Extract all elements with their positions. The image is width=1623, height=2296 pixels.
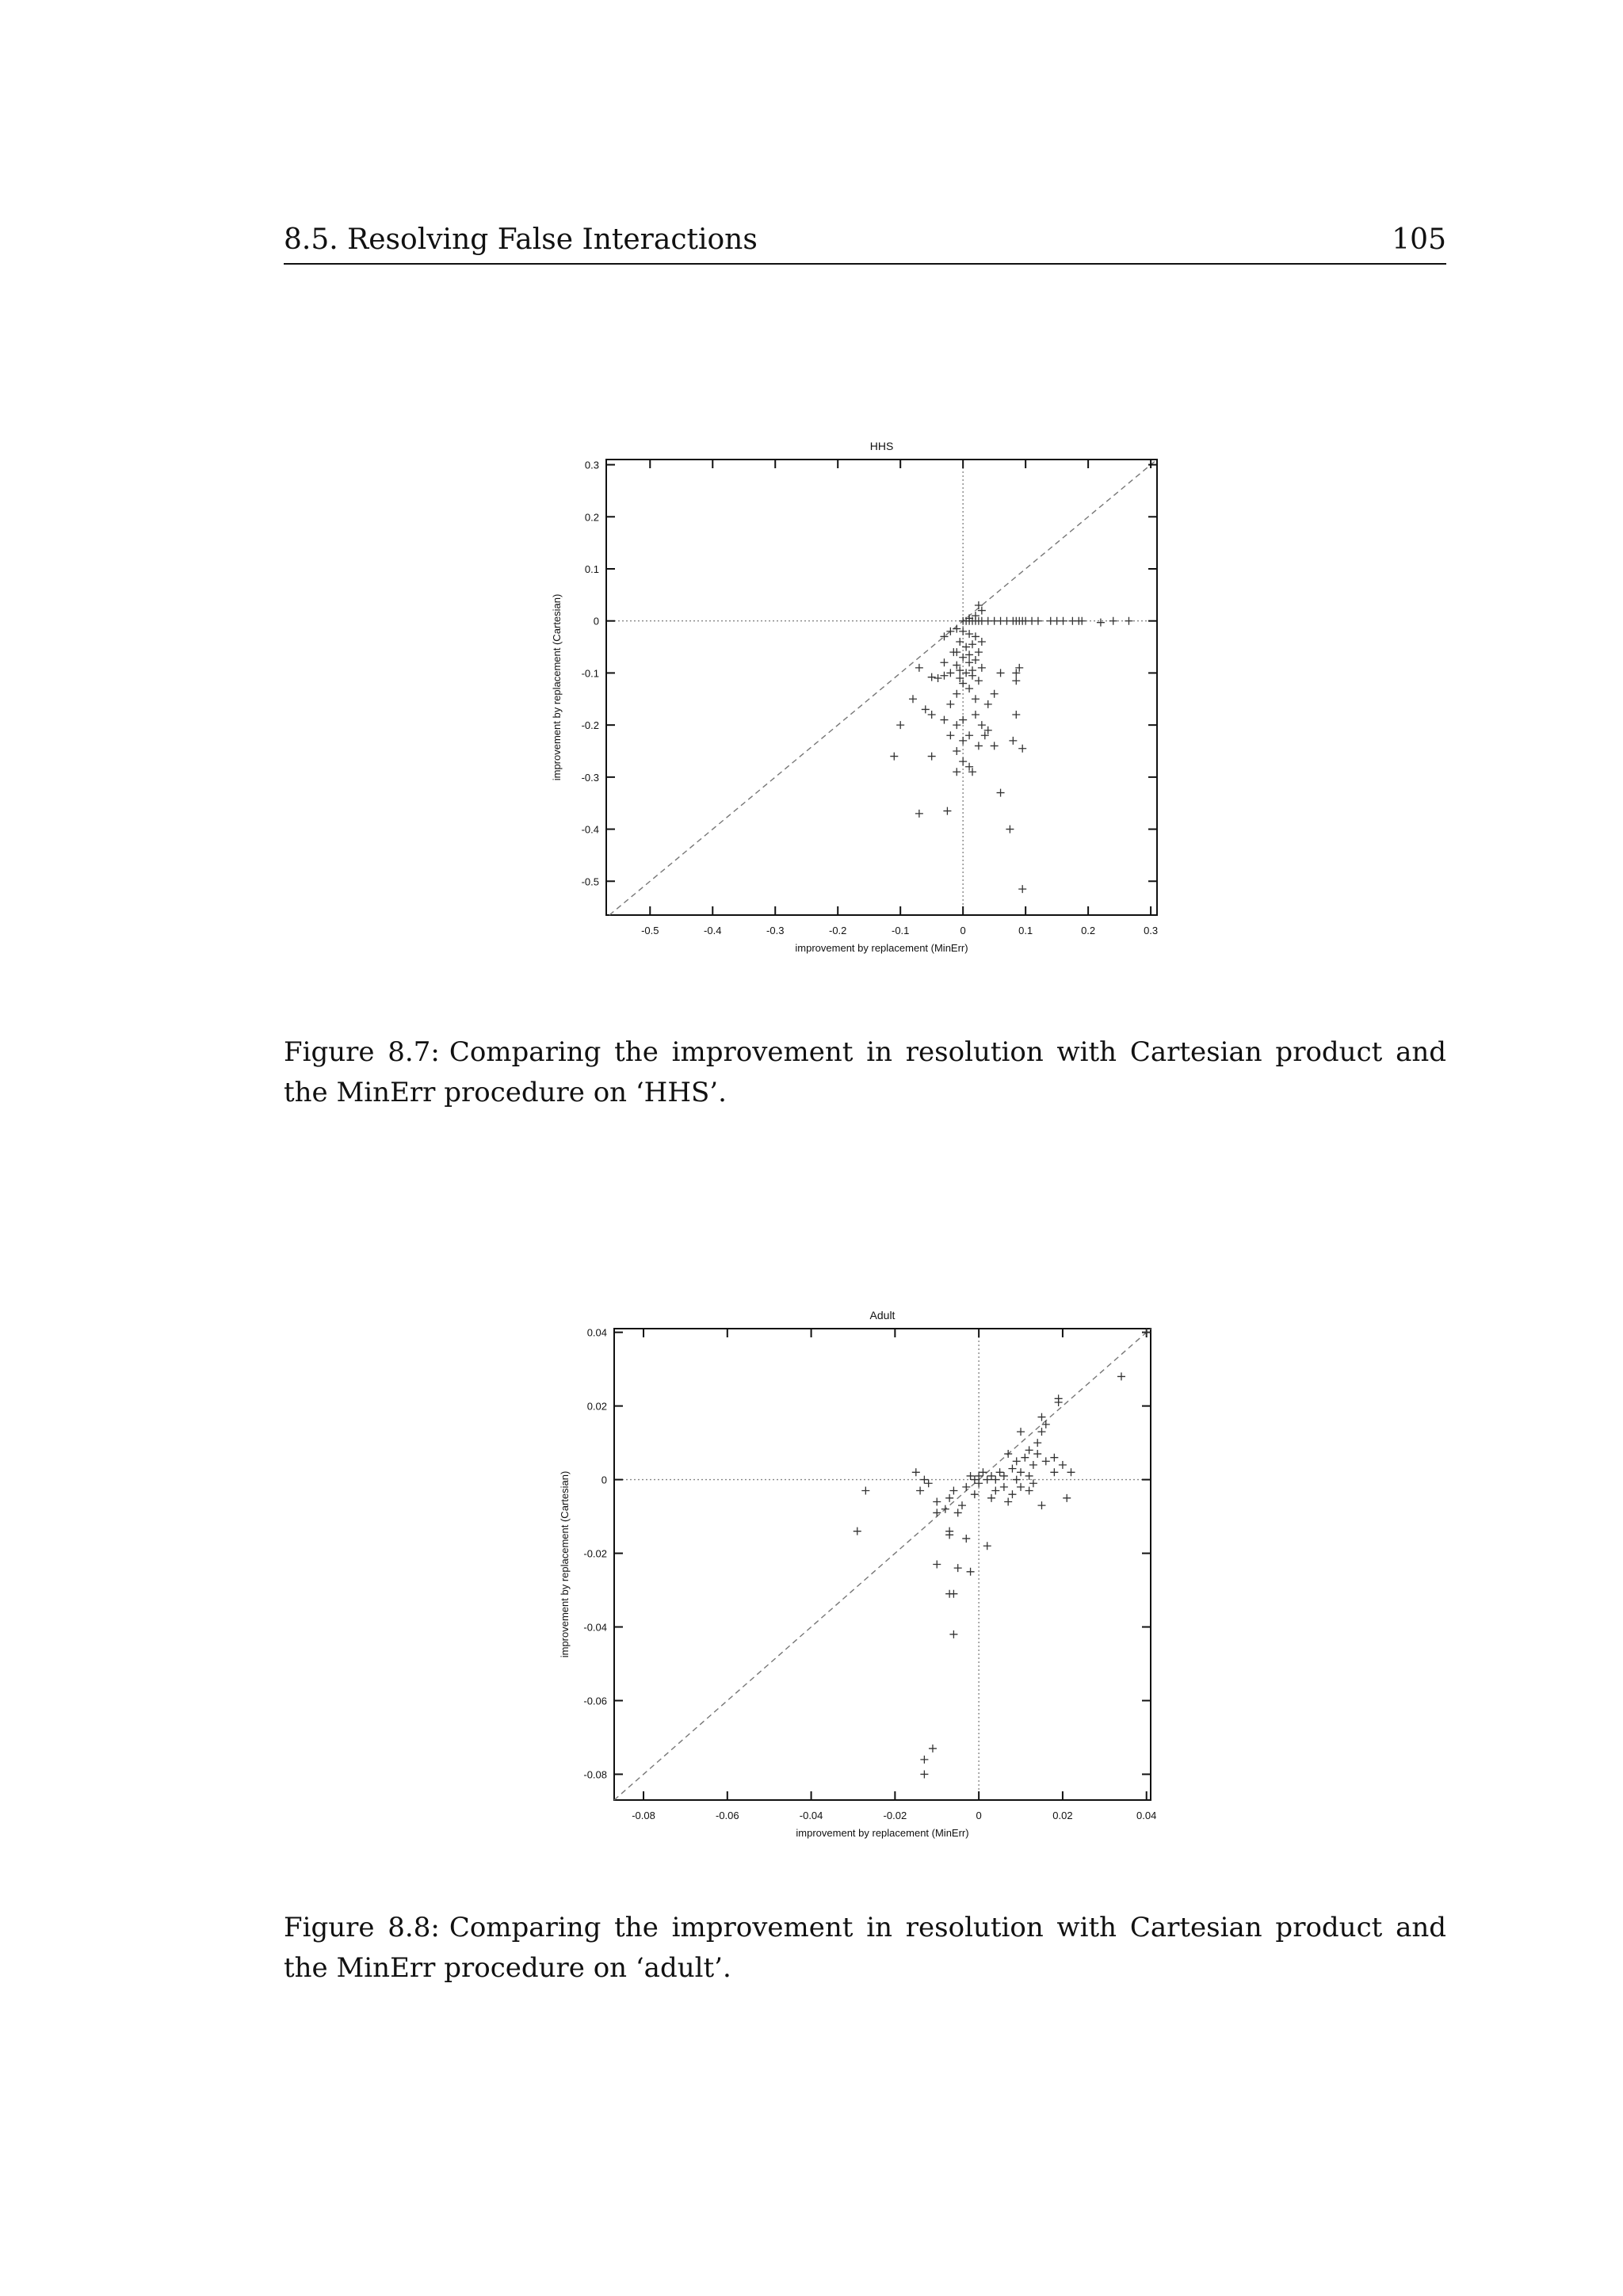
- hhs-x-tick-label: 0.1: [1018, 925, 1033, 936]
- adult-data-point: [971, 1490, 979, 1498]
- hhs-data-point: [1012, 711, 1020, 719]
- hhs-y-tick-label: -0.2: [581, 719, 599, 732]
- adult-scatter-chart: [547, 1299, 1181, 1854]
- hhs-data-point: [997, 789, 1005, 797]
- hhs-data-point: [1018, 745, 1026, 753]
- hhs-data-point: [975, 742, 983, 749]
- adult-data-point: [1063, 1494, 1071, 1502]
- adult-data-point: [1050, 1468, 1058, 1476]
- adult-data-point: [1017, 1428, 1025, 1436]
- adult-y-tick-label: -0.06: [583, 1695, 607, 1707]
- hhs-x-tick-label: 0: [960, 925, 966, 936]
- adult-y-tick-label: 0.02: [586, 1400, 607, 1413]
- hhs-data-point: [959, 757, 967, 765]
- hhs-data-point: [975, 677, 983, 685]
- hhs-x-tick-label: -0.1: [891, 925, 910, 936]
- hhs-data-point: [965, 731, 973, 739]
- hhs-y-tick-label: -0.1: [581, 667, 599, 680]
- hhs-y-tick-label: -0.5: [581, 875, 599, 888]
- hhs-data-point: [959, 716, 967, 724]
- hhs-data-point: [1034, 617, 1042, 625]
- adult-data-point: [991, 1476, 999, 1484]
- adult-y-tick-label: 0.04: [586, 1326, 607, 1339]
- hhs-data-point: [1009, 737, 1017, 745]
- adult-data-point: [975, 1479, 983, 1487]
- hhs-x-tick-label: -0.4: [704, 925, 722, 936]
- adult-y-axis-label: improvement by replacement (Cartesian): [559, 1470, 571, 1658]
- hhs-data-point: [953, 768, 960, 776]
- adult-data-point: [1059, 1461, 1067, 1469]
- page-header: [284, 223, 1446, 263]
- adult-data-point: [971, 1476, 979, 1484]
- hhs-data-point: [972, 695, 980, 703]
- adult-data-point: [925, 1479, 933, 1487]
- hhs-data-point: [984, 700, 992, 708]
- adult-data-point: [979, 1468, 987, 1476]
- hhs-data-point: [1097, 619, 1105, 627]
- hhs-data-point: [928, 711, 936, 719]
- adult-data-point: [958, 1501, 966, 1509]
- adult-data-point: [1117, 1372, 1125, 1380]
- hhs-data-point: [991, 690, 999, 698]
- adult-data-point: [1033, 1450, 1041, 1458]
- figure-8-7-label: Figure 8.7:: [284, 1036, 440, 1068]
- adult-data-point: [920, 1476, 928, 1484]
- adult-data-point: [991, 1487, 999, 1495]
- adult-data-point: [962, 1535, 970, 1543]
- hhs-data-point: [978, 664, 986, 672]
- hhs-data-point: [1006, 826, 1014, 833]
- adult-data-point: [1067, 1468, 1075, 1476]
- figure-8-8-caption: [284, 1908, 1446, 1989]
- hhs-data-point: [965, 685, 973, 692]
- figure-8-8-label: Figure 8.8:: [284, 1912, 440, 1943]
- hhs-data-point: [953, 747, 960, 755]
- hhs-data-point: [928, 673, 936, 681]
- hhs-data-point: [940, 658, 948, 666]
- hhs-data-point: [972, 711, 980, 719]
- adult-data-point: [861, 1487, 869, 1495]
- hhs-y-tick-label: 0.3: [584, 459, 599, 471]
- hhs-data-point: [922, 705, 930, 713]
- running-head: 8.5. Resolving False Interactions: [284, 223, 758, 256]
- hhs-x-tick-label: -0.2: [829, 925, 847, 936]
- adult-data-point: [1017, 1468, 1025, 1476]
- hhs-data-point: [940, 716, 948, 724]
- adult-data-point: [854, 1527, 861, 1535]
- hhs-data-point: [909, 695, 917, 703]
- adult-data-point: [1055, 1398, 1063, 1406]
- hhs-data-point: [978, 638, 986, 646]
- adult-x-tick-label: 0.02: [1052, 1810, 1073, 1821]
- hhs-y-tick-label: 0: [593, 615, 599, 627]
- header-rule: [284, 263, 1446, 265]
- adult-data-point: [1000, 1483, 1008, 1491]
- adult-data-point: [920, 1756, 928, 1764]
- adult-x-tick-label: 0: [976, 1810, 982, 1821]
- adult-y-tick-label: -0.04: [583, 1621, 607, 1634]
- adult-data-point: [954, 1508, 962, 1516]
- adult-data-point: [1017, 1483, 1025, 1491]
- hhs-x-tick-label: 0.2: [1081, 925, 1096, 936]
- adult-x-axis-label: improvement by replacement (MinErr): [796, 1827, 969, 1839]
- hhs-data-point: [959, 737, 967, 745]
- adult-x-tick-label: -0.06: [715, 1810, 739, 1821]
- hhs-data-point: [946, 731, 954, 739]
- adult-x-tick-label: -0.08: [632, 1810, 655, 1821]
- adult-data-point: [987, 1472, 995, 1480]
- hhs-data-point: [997, 669, 1005, 677]
- adult-diagonal-line: [614, 1329, 1151, 1800]
- hhs-y-tick-label: 0.1: [584, 563, 599, 575]
- adult-data-point: [912, 1468, 920, 1476]
- hhs-y-tick-label: -0.3: [581, 771, 599, 784]
- adult-data-point: [920, 1770, 928, 1778]
- hhs-data-point: [1109, 617, 1117, 625]
- hhs-scatter-chart: [547, 428, 1181, 967]
- adult-x-tick-label: -0.02: [883, 1810, 907, 1821]
- adult-data-point: [1029, 1461, 1037, 1469]
- adult-x-tick-label: 0.04: [1136, 1810, 1157, 1821]
- adult-data-point: [1013, 1476, 1021, 1484]
- adult-data-point: [962, 1483, 970, 1491]
- adult-data-point: [983, 1542, 991, 1550]
- figure-hhs-scatter: [547, 428, 1181, 967]
- adult-data-point: [1008, 1465, 1016, 1473]
- hhs-data-point: [953, 721, 960, 729]
- hhs-data-point: [1012, 677, 1020, 685]
- hhs-data-point: [915, 664, 923, 672]
- figure-8-8-text: Comparing the improvement in resolution with Cartesian product and the MinErr procedure on ‘adult’.: [284, 1912, 1446, 1984]
- adult-data-point: [929, 1745, 937, 1753]
- adult-data-point: [1037, 1501, 1045, 1509]
- adult-data-point: [941, 1505, 949, 1513]
- hhs-data-point: [1060, 617, 1067, 625]
- hhs-chart-title: HHS: [869, 440, 894, 452]
- adult-y-tick-label: -0.02: [583, 1547, 607, 1560]
- adult-data-point: [945, 1494, 953, 1502]
- adult-data-point: [987, 1494, 995, 1502]
- adult-data-point: [967, 1472, 975, 1480]
- adult-data-point: [1004, 1497, 1012, 1505]
- adult-y-tick-label: 0: [601, 1474, 607, 1486]
- hhs-data-point: [1125, 617, 1132, 625]
- adult-data-point: [1042, 1457, 1050, 1465]
- hhs-x-tick-label: 0.3: [1144, 925, 1159, 936]
- adult-data-point: [1029, 1479, 1037, 1487]
- adult-data-point: [949, 1630, 957, 1638]
- hhs-plot-frame: [606, 460, 1157, 915]
- hhs-x-tick-label: -0.3: [766, 925, 785, 936]
- hhs-data-point: [928, 753, 936, 761]
- page-number: 105: [1392, 223, 1446, 256]
- adult-data-point: [933, 1561, 941, 1569]
- hhs-data-point: [890, 753, 898, 761]
- hhs-diagonal-line: [609, 460, 1157, 915]
- adult-data-point: [1050, 1454, 1058, 1462]
- adult-data-point: [1037, 1428, 1045, 1436]
- adult-chart-title: Adult: [869, 1309, 896, 1322]
- adult-data-point: [996, 1468, 1004, 1476]
- adult-data-point: [1042, 1421, 1050, 1428]
- hhs-data-point: [1018, 885, 1026, 893]
- adult-data-point: [954, 1564, 962, 1572]
- hhs-data-point: [978, 721, 986, 729]
- hhs-data-point: [991, 742, 999, 749]
- hhs-data-point: [975, 648, 983, 656]
- adult-data-point: [1033, 1439, 1041, 1447]
- hhs-data-point: [946, 700, 954, 708]
- adult-data-point: [1037, 1413, 1045, 1421]
- hhs-y-tick-label: -0.4: [581, 823, 599, 836]
- adult-data-point: [975, 1472, 983, 1480]
- figure-8-7-text: Comparing the improvement in resolution with Cartesian product and the MinErr procedure on ‘HHS’.: [284, 1036, 1446, 1108]
- adult-data-point: [1000, 1472, 1008, 1480]
- adult-data-point: [945, 1531, 953, 1539]
- adult-data-point: [949, 1487, 957, 1495]
- hhs-x-tick-label: -0.5: [641, 925, 659, 936]
- adult-data-point: [949, 1590, 957, 1598]
- hhs-data-point: [953, 690, 960, 698]
- adult-data-point: [983, 1476, 991, 1484]
- adult-data-point: [1008, 1490, 1016, 1498]
- adult-data-point: [1013, 1457, 1021, 1465]
- adult-data-point: [1025, 1472, 1033, 1480]
- figure-adult-scatter: [547, 1299, 1181, 1854]
- hhs-y-axis-label: improvement by replacement (Cartesian): [551, 593, 563, 781]
- adult-x-tick-label: -0.04: [799, 1810, 823, 1821]
- adult-data-point: [933, 1508, 941, 1516]
- hhs-data-point: [896, 721, 904, 729]
- adult-data-point: [933, 1497, 941, 1505]
- hhs-y-tick-label: 0.2: [584, 511, 599, 524]
- figure-8-7-caption: [284, 1032, 1446, 1113]
- adult-data-point: [1021, 1454, 1029, 1462]
- adult-data-point: [1025, 1446, 1033, 1454]
- adult-data-point: [1025, 1487, 1033, 1495]
- hhs-data-point: [943, 807, 951, 815]
- adult-data-point: [967, 1568, 975, 1576]
- hhs-data-point: [915, 810, 923, 818]
- hhs-x-axis-label: improvement by replacement (MinErr): [795, 942, 968, 954]
- adult-y-tick-label: -0.08: [583, 1768, 607, 1781]
- adult-data-point: [916, 1487, 924, 1495]
